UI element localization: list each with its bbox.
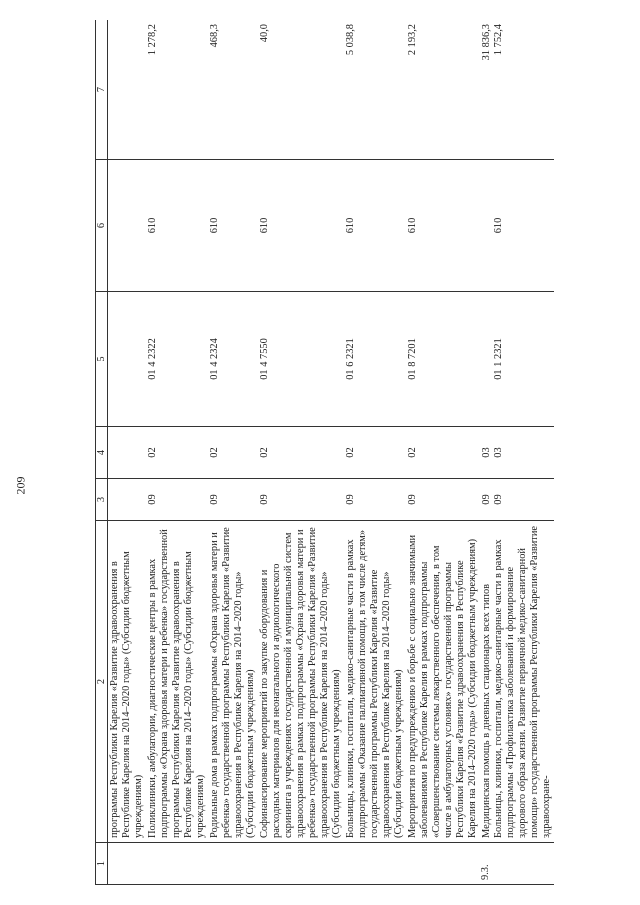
header-row <box>96 20 108 885</box>
column-header: 5 <box>96 292 108 427</box>
expense-type-code-value: 610 <box>493 217 504 234</box>
column-header: 2 <box>96 521 108 843</box>
target-article-code-value <box>481 296 493 422</box>
target-article-code-value: 01 8 7201 <box>407 338 418 380</box>
page-number-container <box>8 465 34 505</box>
amount-value: 40,0 <box>259 24 270 43</box>
expense-type-code-value <box>481 164 493 287</box>
table-row <box>406 20 480 885</box>
document-canvas <box>95 20 600 885</box>
section-code-value: 09 <box>493 494 504 505</box>
page-number: 209 <box>13 476 28 494</box>
expense-type-code <box>406 160 480 292</box>
target-article-code <box>208 292 258 427</box>
target-article-code <box>344 292 406 427</box>
row-number <box>208 843 258 885</box>
target-article-code <box>108 292 147 427</box>
amount <box>344 20 406 160</box>
column-header: 1 <box>96 843 108 885</box>
subsection-code-value: 02 <box>259 447 270 458</box>
amount-value: 468,3 <box>209 24 220 48</box>
row-name: Родильные дома в рамках подпрограммы «Охрана здоровья матери и ребенка» государственной программы Республики Карелия «Развитие здравоохранения в Республике Карелия на 2014–2020 годы» (Субсидии бюджетным учреждениям) <box>208 521 258 843</box>
subsection-code <box>258 427 344 479</box>
expense-type-code-value: 610 <box>147 217 158 234</box>
expense-type-code <box>344 160 406 292</box>
row-number <box>108 843 147 885</box>
expense-type-code <box>258 160 344 292</box>
column-header: 4 <box>96 427 108 479</box>
row-number <box>344 843 406 885</box>
section-code-value: 09 <box>345 494 356 505</box>
section-code <box>344 479 406 521</box>
subsection-code-value: 02 <box>147 447 158 458</box>
budget-table <box>95 20 554 885</box>
target-article-code-value: 01 4 2322 <box>147 338 158 380</box>
table-row <box>108 20 147 885</box>
subsection-code <box>344 427 406 479</box>
column-header: 3 <box>96 479 108 521</box>
amount <box>480 20 554 160</box>
subsection-code <box>406 427 480 479</box>
section-code <box>258 479 344 521</box>
column-header: 7 <box>96 20 108 160</box>
amount <box>208 20 258 160</box>
row-name: Поликлиники, амбулатории, диагностические центры в рамках подпрограммы «Охрана здоровья матери и ребенка» государственной программы Республики Карелия «Развитие здравоохранения в Республике Карелия на 2014–2020 годы» (Субсидии бюджетным учреждениям) <box>146 521 208 843</box>
amount <box>108 20 147 160</box>
subsection-code-value: 02 <box>209 447 220 458</box>
expense-type-code-value: 610 <box>407 217 418 234</box>
table-row <box>208 20 258 885</box>
target-article-code <box>258 292 344 427</box>
target-article-code-value: 01 1 2321 <box>493 338 504 380</box>
amount-value: 1 752,4 <box>493 24 504 56</box>
expense-type-code <box>480 160 554 292</box>
subsection-code-value: 02 <box>407 447 418 458</box>
subsection-code <box>480 427 554 479</box>
expense-type-code-value: 610 <box>345 217 356 234</box>
row-number <box>406 843 480 885</box>
subsection-code-value: 03 <box>493 447 504 458</box>
section-code-value: 09 <box>407 494 418 505</box>
amount-value: 5 038,8 <box>345 24 356 56</box>
row-name: программы Республики Карелия «Развитие здравоохранения в Республике Карелия на 2014–2020 годы» (Субсидии бюджетным учреждениям) <box>108 521 147 843</box>
expense-type-code <box>108 160 147 292</box>
expense-type-code-value: 610 <box>259 217 270 234</box>
section-code <box>208 479 258 521</box>
row-name: Больницы, клиники, госпитали, медико-санитарные части в рамках подпрограммы «Оказание паллиативной помощи, в том числе детям» государственной программы Республики Карелия «Развитие здравоохранения в Республике Карелия на 2014–2020 годы» (Субсидии бюджетным учреждениям) <box>344 521 406 843</box>
subsection-code <box>146 427 208 479</box>
section-code-value: 09 <box>147 494 158 505</box>
subsection-code-value: 03 <box>481 447 492 458</box>
row-number: 9.3. <box>480 843 554 885</box>
target-article-code-value: 01 6 2321 <box>345 338 356 380</box>
section-code <box>480 479 554 521</box>
section-code <box>108 479 147 521</box>
table-row <box>344 20 406 885</box>
expense-type-code <box>146 160 208 292</box>
target-article-code <box>480 292 554 427</box>
amount-value: 2 193,2 <box>407 24 418 56</box>
column-header: 6 <box>96 160 108 292</box>
target-article-code-value: 01 4 7550 <box>259 338 270 380</box>
row-name: Софинансирование мероприятий по закупке оборудования и расходных материалов для неонатального и аудиологического скрининга в учреждениях государственной и муниципальной систем здравоохранения в рамках подпрограммы «Охрана здоровья матери и ребенка» государственной программы Республики Карелия «Развитие здравоохранения в Республике Карелия на 2014–2020 годы» (Субсидии бюджетным учреждениям) <box>258 521 344 843</box>
row-number <box>146 843 208 885</box>
amount-value: 31 836,3 <box>481 24 492 61</box>
subsection-code <box>108 427 147 479</box>
subsection-code <box>208 427 258 479</box>
amount <box>406 20 480 160</box>
expense-type-code <box>208 160 258 292</box>
row-name: Медицинская помощь в дневных стационарах всех типов Больницы, клиники, госпитали, медико-санитарные части в рамках подпрограммы «Профилактика заболеваний и формирование здорового образа жизни. Развитие первичной медико-санитарной помощи» государственной программы Республики Карелия «Развитие здравоохране- <box>480 521 554 843</box>
rotated-table-wrapper <box>95 20 600 885</box>
section-code <box>146 479 208 521</box>
row-name: Мероприятия по предупреждению и борьбе с социально значимыми заболеваниями в Республике Карелия в рамках подпрограммы «Совершенствование системы лекарственного обеспечения, в том числе в амбулаторных условиях» государственной программы Республики Карелия «Развитие здравоохранения в Республике Карелия на 2014–2020 годы» (Субсидии бюджетным учреждениям) <box>406 521 480 843</box>
target-article-code-value: 01 4 2324 <box>209 338 220 380</box>
target-article-code <box>146 292 208 427</box>
section-code-value: 09 <box>259 494 270 505</box>
section-code-value: 09 <box>209 494 220 505</box>
amount <box>146 20 208 160</box>
table-row <box>146 20 208 885</box>
table-row <box>480 20 554 885</box>
section-code <box>406 479 480 521</box>
table-row <box>258 20 344 885</box>
section-code-value: 09 <box>481 494 492 505</box>
expense-type-code-value: 610 <box>209 217 220 234</box>
amount <box>258 20 344 160</box>
amount-value: 1 278,2 <box>147 24 158 56</box>
row-number <box>258 843 344 885</box>
subsection-code-value: 02 <box>345 447 356 458</box>
target-article-code <box>406 292 480 427</box>
